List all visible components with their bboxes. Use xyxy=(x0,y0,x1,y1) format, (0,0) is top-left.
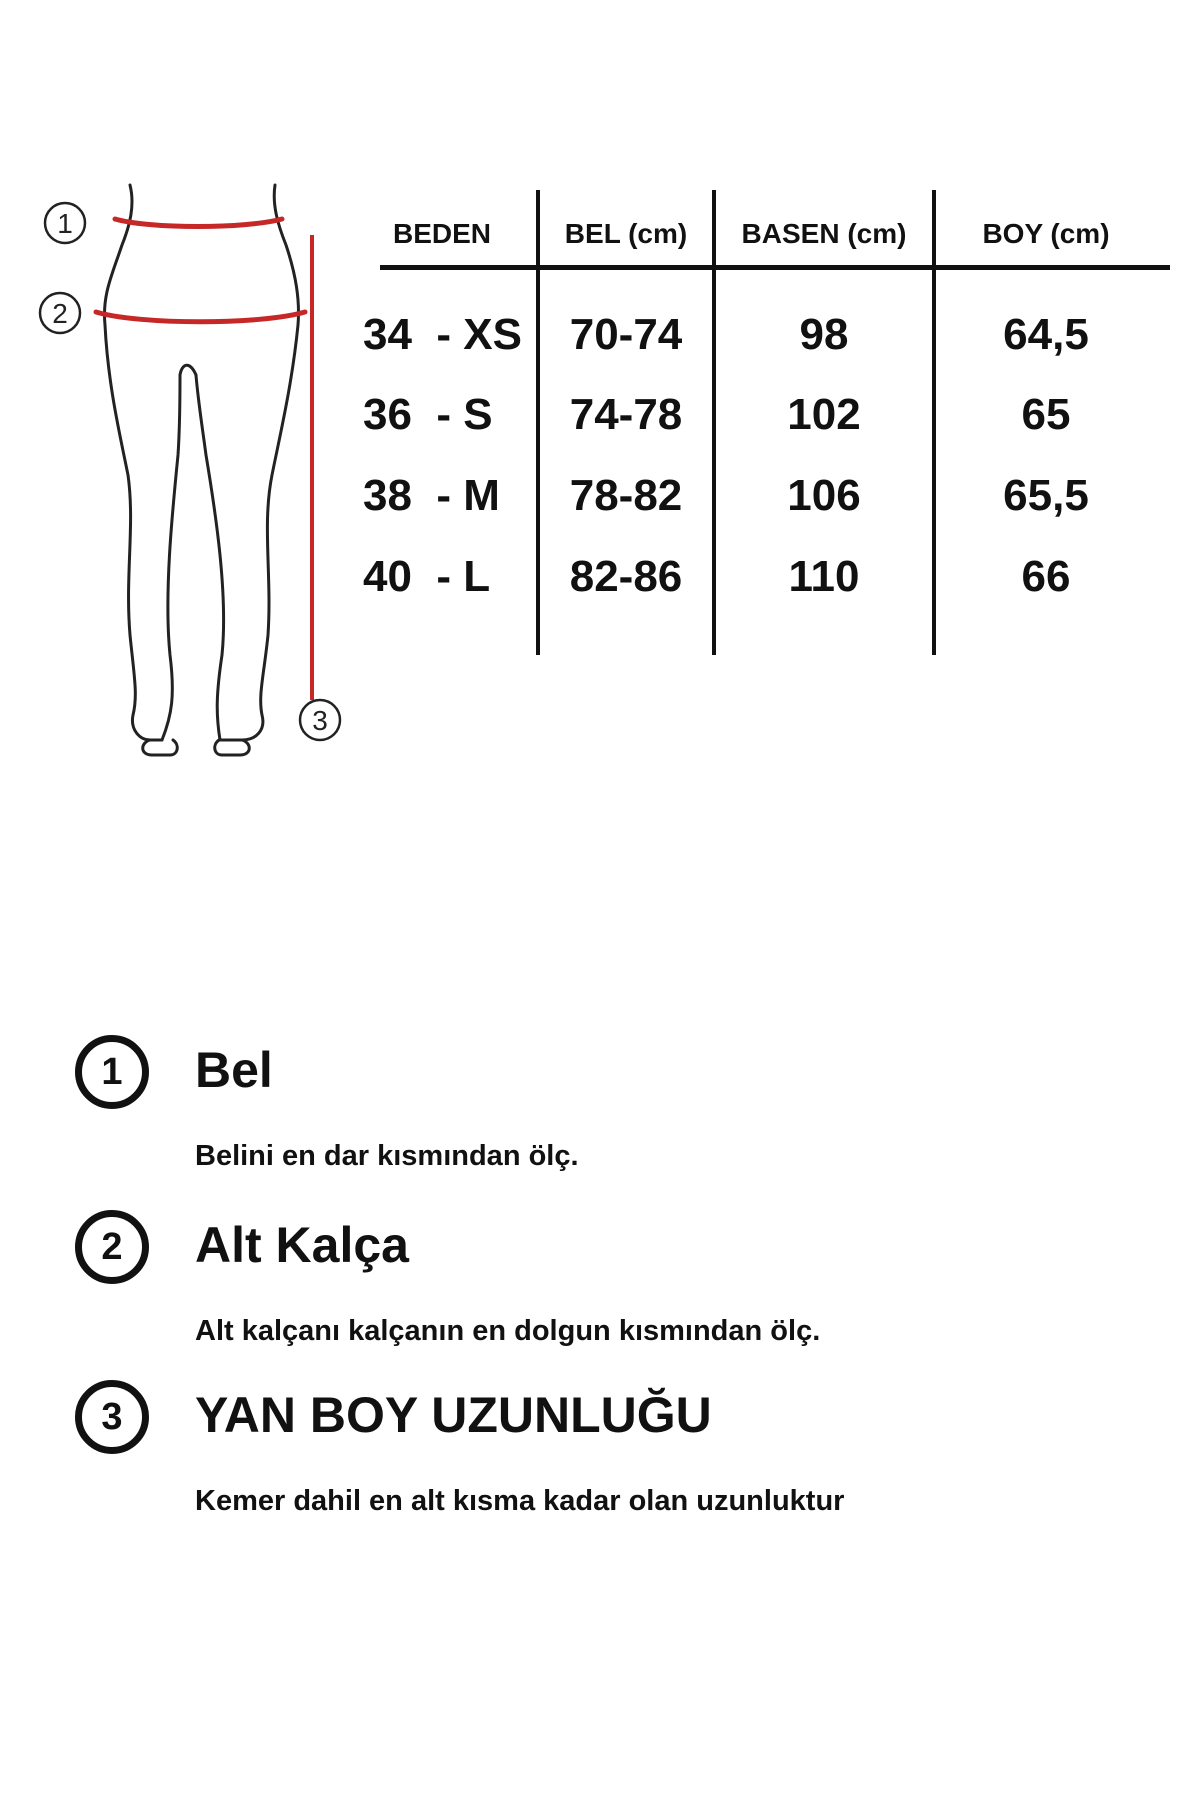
row-3-boy: 65,5 xyxy=(1003,471,1089,520)
marker-2 xyxy=(40,293,80,333)
svg-text:2: 2 xyxy=(52,298,68,329)
row-4-bel: 82-86 xyxy=(569,552,683,601)
marker-1 xyxy=(45,203,85,243)
legend-desc-bel: Belini en dar kısmından ölç. xyxy=(195,1140,579,1172)
leggings-figure-illustration xyxy=(30,175,350,855)
row-2-bel: 74-78 xyxy=(569,390,683,439)
row-2-boy: 65 xyxy=(1021,390,1071,439)
row-1-size: 34 - XS xyxy=(363,310,522,359)
row-1-boy: 64,5 xyxy=(1003,310,1089,359)
legend-title-bel: Bel xyxy=(195,1042,273,1098)
legend-title-yan-boy: YAN BOY UZUNLUĞU xyxy=(195,1387,712,1443)
svg-text:3: 3 xyxy=(312,705,328,736)
row-3-basen: 106 xyxy=(787,471,861,520)
legend-item-yan-boy xyxy=(75,1380,1125,1530)
header-basen: BASEN (cm) xyxy=(741,218,907,249)
row-1-bel: 70-74 xyxy=(569,310,683,359)
row-3-bel: 78-82 xyxy=(569,471,683,520)
svg-text:1: 1 xyxy=(57,208,73,239)
header-bel: BEL (cm) xyxy=(564,218,688,249)
row-4-basen: 110 xyxy=(788,552,860,601)
legend-desc-alt-kalca: Alt kalçanı kalçanın en dolgun kısmından ölç. xyxy=(195,1315,821,1347)
row-4-size: 40 - L xyxy=(363,552,491,601)
marker-3 xyxy=(300,700,340,740)
legend-title-alt-kalca: Alt Kalça xyxy=(195,1217,409,1273)
number-1-badge: 1 xyxy=(75,1035,149,1109)
size-table xyxy=(355,190,1175,655)
row-3-size: 38 - M xyxy=(363,471,500,520)
header-beden: BEDEN xyxy=(393,218,492,249)
legend-item-bel xyxy=(75,1035,1125,1185)
row-2-basen: 102 xyxy=(787,390,861,439)
row-1-basen: 98 xyxy=(799,310,849,359)
row-2-size: 36 - S xyxy=(363,390,493,439)
row-4-boy: 66 xyxy=(1021,552,1071,601)
hip-measure-line xyxy=(96,312,305,322)
waist-measure-line xyxy=(115,219,282,227)
number-3-badge: 3 xyxy=(75,1380,149,1454)
header-boy: BOY (cm) xyxy=(982,218,1110,249)
body-outline xyxy=(104,185,298,755)
legend-desc-yan-boy: Kemer dahil en alt kısma kadar olan uzunluktur xyxy=(195,1485,845,1517)
legend-item-alt-kalca xyxy=(75,1210,1125,1360)
table-header-underline xyxy=(380,265,1170,270)
number-2-badge: 2 xyxy=(75,1210,149,1284)
